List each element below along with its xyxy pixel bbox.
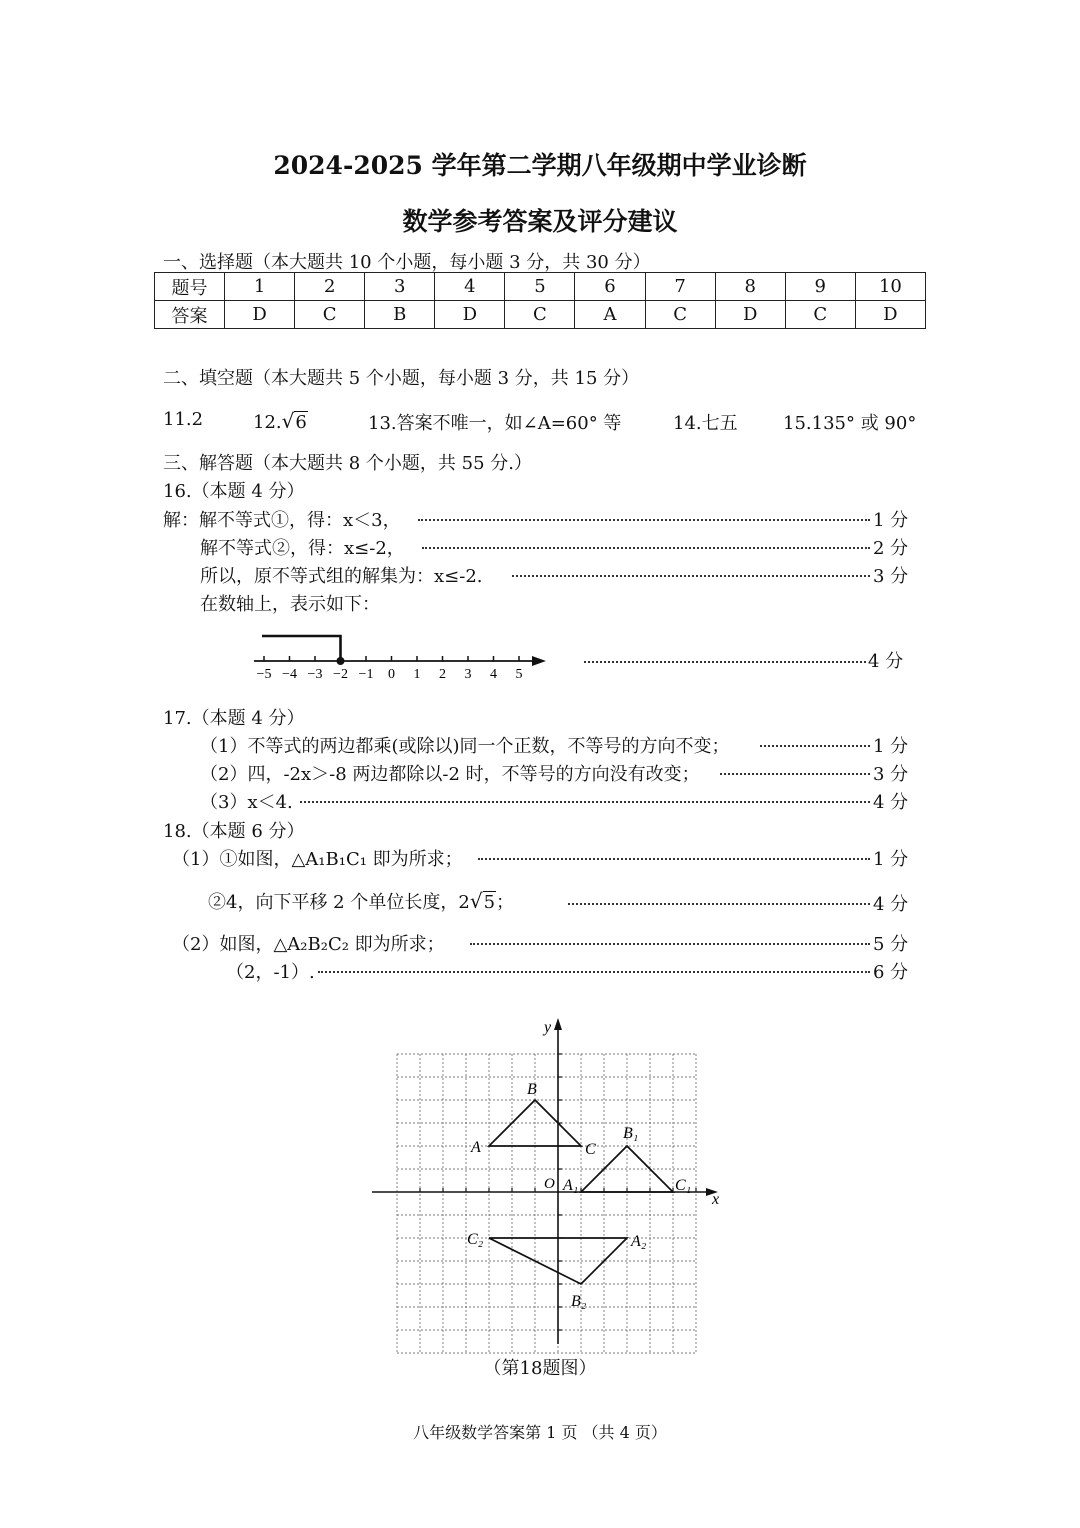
q17-heading: 17.（本题 4 分） — [163, 708, 305, 729]
q16-line-4: 在数轴上，表示如下： — [200, 594, 380, 615]
table-cell: D — [225, 301, 295, 329]
q18-line-4: （2，-1）. — [226, 962, 315, 983]
table-cell: C — [785, 301, 855, 329]
grid-lines — [397, 1054, 696, 1353]
q16-line-2: 解不等式②，得：x≤-2， — [200, 538, 405, 559]
vertex-label: B — [527, 1081, 537, 1098]
leader-dots — [568, 903, 870, 905]
answer-11: 11.2 — [163, 409, 204, 430]
q16-score-3: 3 分 — [873, 566, 909, 587]
vertex-label: C — [585, 1141, 596, 1158]
q16-heading: 16.（本题 4 分） — [163, 481, 305, 502]
q17-score-3: 4 分 — [873, 792, 909, 813]
leader-dots — [300, 801, 870, 803]
table-cell: 3 — [365, 273, 435, 301]
tick-label: −3 — [307, 667, 323, 682]
q16-score-4: 4 分 — [868, 651, 904, 672]
tick-label: −1 — [358, 667, 374, 682]
table-row-numbers — [155, 273, 926, 301]
table-cell: B — [365, 301, 435, 329]
origin-label: O — [544, 1176, 555, 1192]
table-cell: A — [575, 301, 645, 329]
q17-line-1: （1）不等式的两边都乘(或除以)同一个正数，不等号的方向不变； — [200, 736, 730, 757]
q18-heading: 18.（本题 6 分） — [163, 821, 305, 842]
tick-label: 1 — [413, 667, 421, 682]
figure-caption: （第18题图） — [483, 1358, 597, 1379]
document-title: 2024-2025 学年第二学期八年级期中学业诊断 — [273, 151, 807, 180]
answer-12-prefix: 12. — [253, 412, 282, 433]
q16-line-1: 解：解不等式①，得：x＜3， — [163, 510, 401, 531]
document-subtitle: 数学参考答案及评分建议 — [402, 207, 678, 236]
page-footer: 八年级数学答案第 1 页 （共 4 页） — [413, 1423, 667, 1442]
section2-heading: 二、填空题（本大题共 5 个小题，每小题 3 分，共 15 分） — [163, 368, 640, 389]
q18-line-2 — [208, 888, 514, 914]
answer-14: 14.七五 — [673, 413, 738, 434]
section1-heading: 一、选择题（本大题共 10 个小题，每小题 3 分，共 30 分） — [163, 252, 651, 273]
tick-label: 0 — [388, 667, 395, 682]
table-cell: 10 — [855, 273, 925, 301]
tick-label: −5 — [256, 667, 272, 682]
vertex-label: C₂ — [467, 1231, 484, 1248]
table-cell: 8 — [715, 273, 785, 301]
solution-set-bracket — [262, 636, 341, 661]
leader-dots — [470, 943, 870, 945]
leader-dots — [418, 519, 870, 521]
q17-line-3: （3）x＜4. — [200, 792, 293, 813]
q17-score-2: 3 分 — [873, 764, 909, 785]
vertex-labels — [467, 1081, 691, 1310]
table-cell: 4 — [435, 273, 505, 301]
vertex-label: B₂ — [571, 1293, 587, 1310]
table-row-answers — [155, 301, 926, 329]
q18-line-2-suffix: ； — [496, 892, 515, 913]
q17-line-2: （2）四，-2x＞-8 两边都除以-2 时，不等号的方向没有改变； — [200, 764, 700, 785]
table-header-cell: 答案 — [155, 301, 225, 329]
q18-score-3: 5 分 — [873, 934, 909, 955]
vertex-label: A₁ — [563, 1177, 579, 1194]
number-line-arrow — [532, 656, 546, 666]
answer-12-radicand: 6 — [295, 412, 307, 433]
coordinate-grid-figure — [364, 1016, 720, 1346]
sqrt-symbol: √ — [469, 889, 483, 913]
number-line-figure — [248, 628, 558, 684]
q18-line-1: （1）①如图，△A₁B₁C₁ 即为所求； — [172, 849, 463, 870]
y-axis-label: y — [544, 1019, 552, 1036]
answer-13: 13.答案不唯一，如∠A=60° 等 — [368, 413, 622, 434]
leader-dots — [720, 773, 870, 775]
leader-dots — [478, 858, 870, 860]
vertex-label: A₂ — [631, 1233, 647, 1250]
q17-score-1: 1 分 — [873, 736, 909, 757]
section3-heading: 三、解答题（本大题共 8 个小题，共 55 分.） — [163, 453, 532, 474]
tick-label: 4 — [490, 667, 497, 682]
leader-dots — [760, 745, 870, 747]
table-cell: 5 — [505, 273, 575, 301]
table-cell: D — [855, 301, 925, 329]
leader-dots — [422, 547, 870, 549]
tick-label: 3 — [464, 667, 472, 682]
q18-line-2-radicand: 5 — [483, 892, 496, 913]
answer-table — [154, 272, 926, 329]
vertex-label: B₁ — [623, 1125, 639, 1142]
y-axis-arrow — [554, 1018, 562, 1030]
tick-label: 5 — [515, 667, 523, 682]
table-cell: D — [435, 301, 505, 329]
q18-line-2-prefix: ②4，向下平移 2 个单位长度，2 — [208, 892, 470, 913]
table-cell: 9 — [785, 273, 855, 301]
tick-label: 2 — [439, 667, 446, 682]
answer-12 — [253, 409, 308, 433]
q16-score-1: 1 分 — [873, 510, 909, 531]
table-cell: C — [645, 301, 715, 329]
q18-line-3: （2）如图，△A₂B₂C₂ 即为所求； — [172, 934, 445, 955]
tick-label: −4 — [282, 667, 297, 682]
vertex-label: C₁ — [675, 1177, 692, 1194]
vertex-label: A — [471, 1139, 481, 1156]
table-cell: C — [295, 301, 365, 329]
q18-score-2: 4 分 — [873, 894, 909, 915]
q16-score-2: 2 分 — [873, 538, 909, 559]
table-header-cell: 题号 — [155, 273, 225, 301]
table-cell: 2 — [295, 273, 365, 301]
number-line-labels — [257, 667, 523, 682]
q16-line-3: 所以，原不等式组的解集为：x≤-2. — [200, 566, 483, 587]
sqrt-symbol: √ — [281, 409, 295, 433]
table-cell: 7 — [645, 273, 715, 301]
leader-dots — [584, 661, 866, 663]
table-cell: C — [505, 301, 575, 329]
table-cell: D — [715, 301, 785, 329]
tick-label: −2 — [333, 667, 348, 682]
x-axis-label: x — [712, 1191, 720, 1208]
leader-dots — [512, 575, 870, 577]
q18-score-4: 6 分 — [873, 962, 909, 983]
table-cell: 1 — [225, 273, 295, 301]
answer-15: 15.135° 或 90° — [783, 413, 917, 434]
solution-endpoint-dot — [337, 657, 345, 665]
q18-score-1: 1 分 — [873, 849, 909, 870]
leader-dots — [318, 971, 870, 973]
table-cell: 6 — [575, 273, 645, 301]
